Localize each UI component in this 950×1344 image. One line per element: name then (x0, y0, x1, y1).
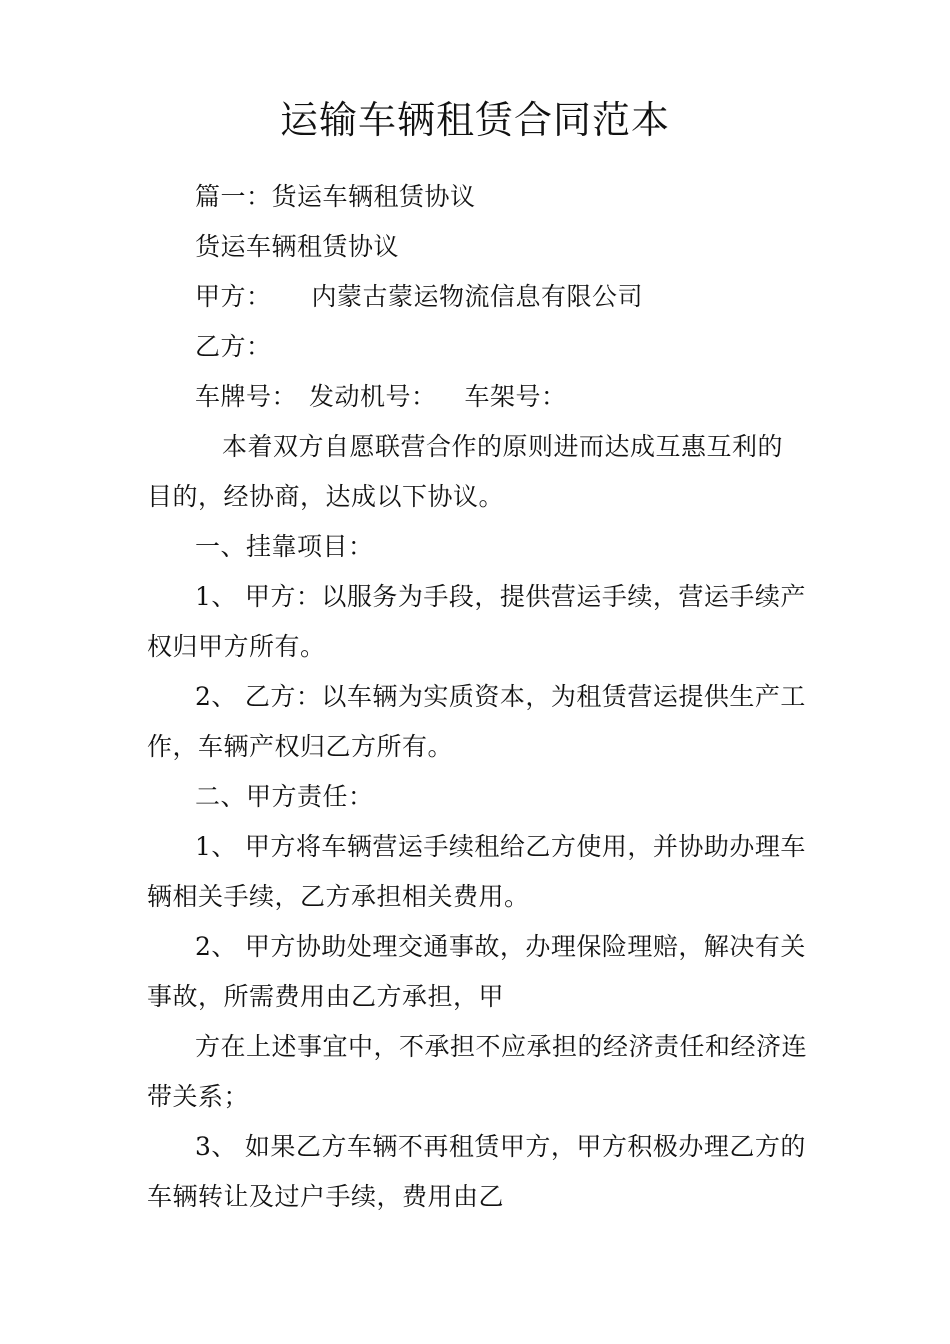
preamble-line-2: 目的，经协商，达成以下协议。 (147, 482, 505, 511)
plate-label: 车牌号： (195, 382, 298, 411)
party-a-line (195, 282, 643, 312)
section-1-heading: 一、挂靠项目： (195, 532, 374, 561)
party-b-label: 乙方： (195, 332, 272, 361)
section-heading: 篇一：货运车辆租赁协议 (195, 182, 476, 211)
s1-item1-line1 (195, 582, 806, 612)
party-b-line (195, 332, 272, 362)
s2-item1-line1 (195, 832, 806, 862)
s2-item3-text: 如果乙方车辆不再租赁甲方，甲方积极办理乙方的 (244, 1132, 806, 1161)
document-title: 运输车辆租赁合同范本 (279, 98, 670, 142)
s1-item1-line2: 权归甲方所有。 (147, 632, 326, 661)
s2-item3-line2: 车辆转让及过户手续，费用由乙 (147, 1182, 505, 1211)
s2-item2-line4: 带关系； (147, 1082, 250, 1111)
s1-item2-text: 乙方：以车辆为实质资本，为租赁营运提供生产工 (244, 682, 806, 711)
s2-item2-text: 甲方协助处理交通事故，办理保险理赔，解决有关 (244, 932, 806, 961)
s2-item2-number: 2、 (195, 932, 237, 961)
section-2-heading: 二、甲方责任： (195, 782, 374, 811)
party-a-label: 甲方： (195, 282, 272, 311)
s2-item1-line2: 辆相关手续，乙方承担相关费用。 (147, 882, 530, 911)
s2-item2-line1 (195, 932, 806, 962)
vehicle-id-line (195, 382, 567, 412)
s1-item2-number: 2、 (195, 682, 237, 711)
s1-item1-number: 1、 (195, 582, 237, 611)
s2-item1-text: 甲方将车辆营运手续租给乙方使用，并协助办理车 (244, 832, 806, 861)
s2-item2-line3: 方在上述事宜中，不承担不应承担的经济责任和经济连 (195, 1032, 808, 1061)
s2-item1-number: 1、 (195, 832, 237, 861)
frame-label: 车架号： (464, 382, 567, 411)
s2-item2-line2: 事故，所需费用由乙方承担，甲 (147, 982, 505, 1011)
agreement-subtitle: 货运车辆租赁协议 (195, 232, 400, 261)
engine-label: 发动机号： (309, 382, 437, 411)
s2-item3-line1 (195, 1132, 806, 1162)
s1-item2-line1 (195, 682, 806, 712)
preamble-line-1: 本着双方自愿联营合作的原则进而达成互惠互利的 (222, 432, 784, 461)
s1-item1-text: 甲方：以服务为手段，提供营运手续，营运手续产 (244, 582, 806, 611)
s2-item3-number: 3、 (195, 1132, 237, 1161)
s1-item2-line2: 作，车辆产权归乙方所有。 (147, 732, 454, 761)
party-a-name: 内蒙古蒙运物流信息有限公司 (311, 282, 644, 311)
